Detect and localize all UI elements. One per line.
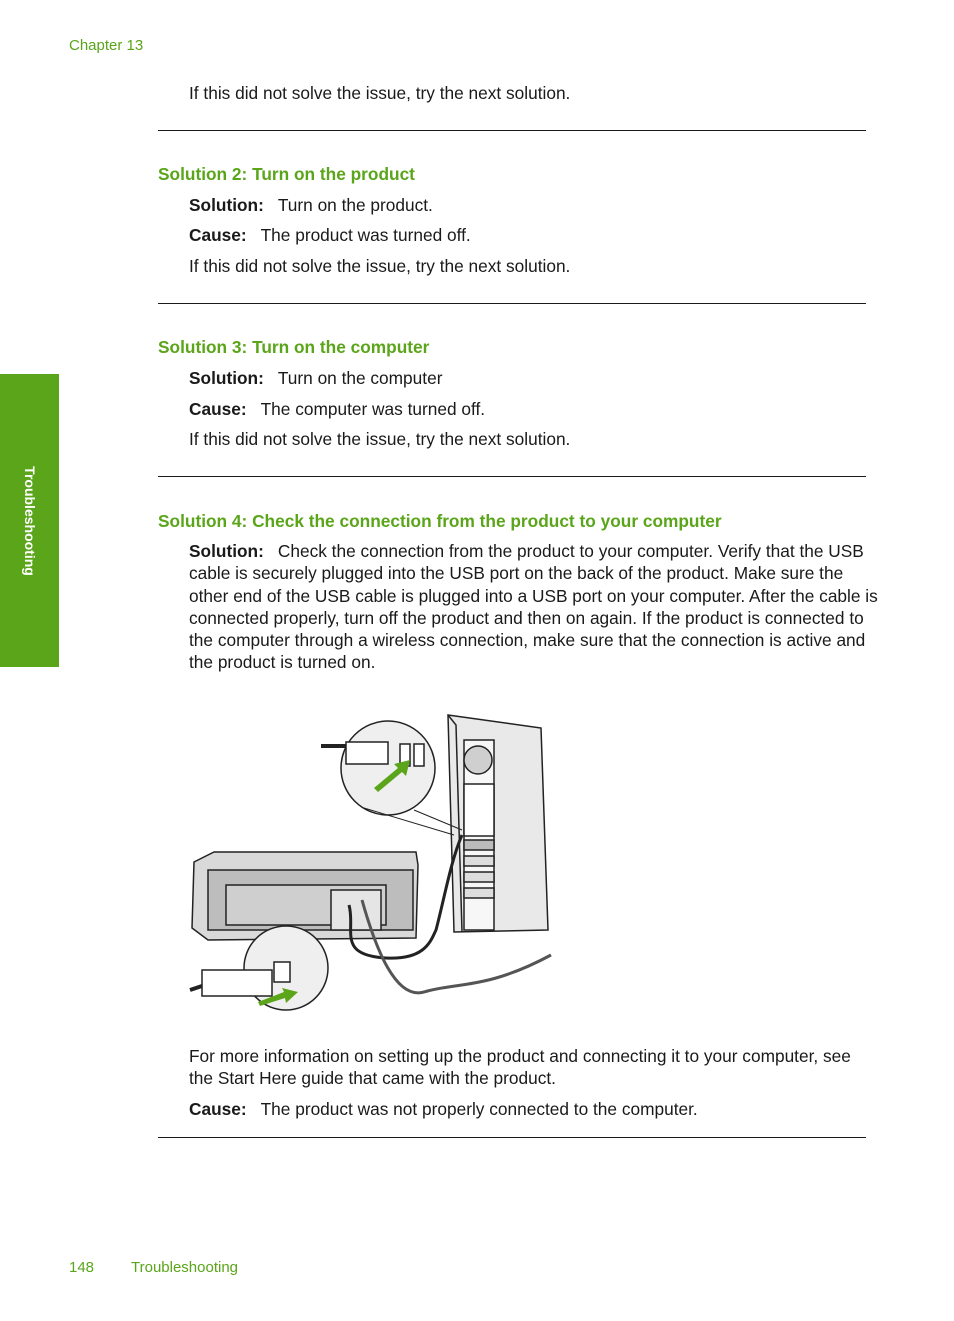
solution-label: Solution:	[189, 195, 264, 215]
cause-label: Cause:	[189, 225, 247, 245]
solution4-heading: Solution 4: Check the connection from the product to your computer	[158, 511, 722, 531]
solution4-solution	[189, 540, 879, 674]
cause-label: Cause:	[189, 399, 247, 419]
cause-text: The computer was turned off.	[260, 399, 486, 419]
divider	[158, 303, 866, 304]
solution2-heading: Solution 2: Turn on the product	[158, 164, 415, 184]
solution2-solution	[189, 194, 433, 216]
solution3-cause	[189, 398, 485, 420]
footer-section: Troubleshooting	[131, 1259, 239, 1276]
solution-text: Turn on the computer	[277, 368, 443, 388]
solution2-cause	[189, 224, 471, 246]
cause-text: The product was turned off.	[260, 225, 471, 245]
chapter-label: Chapter 13	[69, 37, 144, 54]
usb-connection-illustration	[186, 700, 558, 1016]
solution3-solution	[189, 367, 442, 389]
solution-label: Solution:	[189, 368, 264, 388]
solution-label: Solution:	[189, 541, 264, 561]
solution-text: Check the connection from the product to your computer. Verify that the USB cable is securely plugged into the USB port on the back of the product. Make sure the other end of the USB cable is plugged into a USB port on your computer. After the cable is connected properly, turn off the product and then on again. If the product is connected to the computer through a wireless connection, make sure that the connection is active and the product is turned on.	[189, 541, 878, 673]
side-tab-label: Troubleshooting	[21, 465, 38, 576]
divider	[158, 1137, 866, 1138]
divider	[158, 476, 866, 477]
solution4-more-info: For more information on setting up the product and connecting it to your computer, see the Start Here guide that came with the product.	[189, 1046, 851, 1089]
side-tab	[0, 374, 59, 667]
cause-text: The product was not properly connected to the computer.	[260, 1099, 698, 1119]
solution2-next: If this did not solve the issue, try the next solution.	[189, 256, 571, 276]
cause-label: Cause:	[189, 1099, 247, 1119]
intro-text: If this did not solve the issue, try the next solution.	[189, 83, 571, 103]
solution-text: Turn on the product.	[277, 195, 433, 215]
page-number: 148	[69, 1259, 95, 1276]
solution3-next: If this did not solve the issue, try the next solution.	[189, 429, 571, 449]
solution4-cause	[189, 1098, 698, 1120]
divider	[158, 130, 866, 131]
solution3-heading: Solution 3: Turn on the computer	[158, 337, 430, 357]
